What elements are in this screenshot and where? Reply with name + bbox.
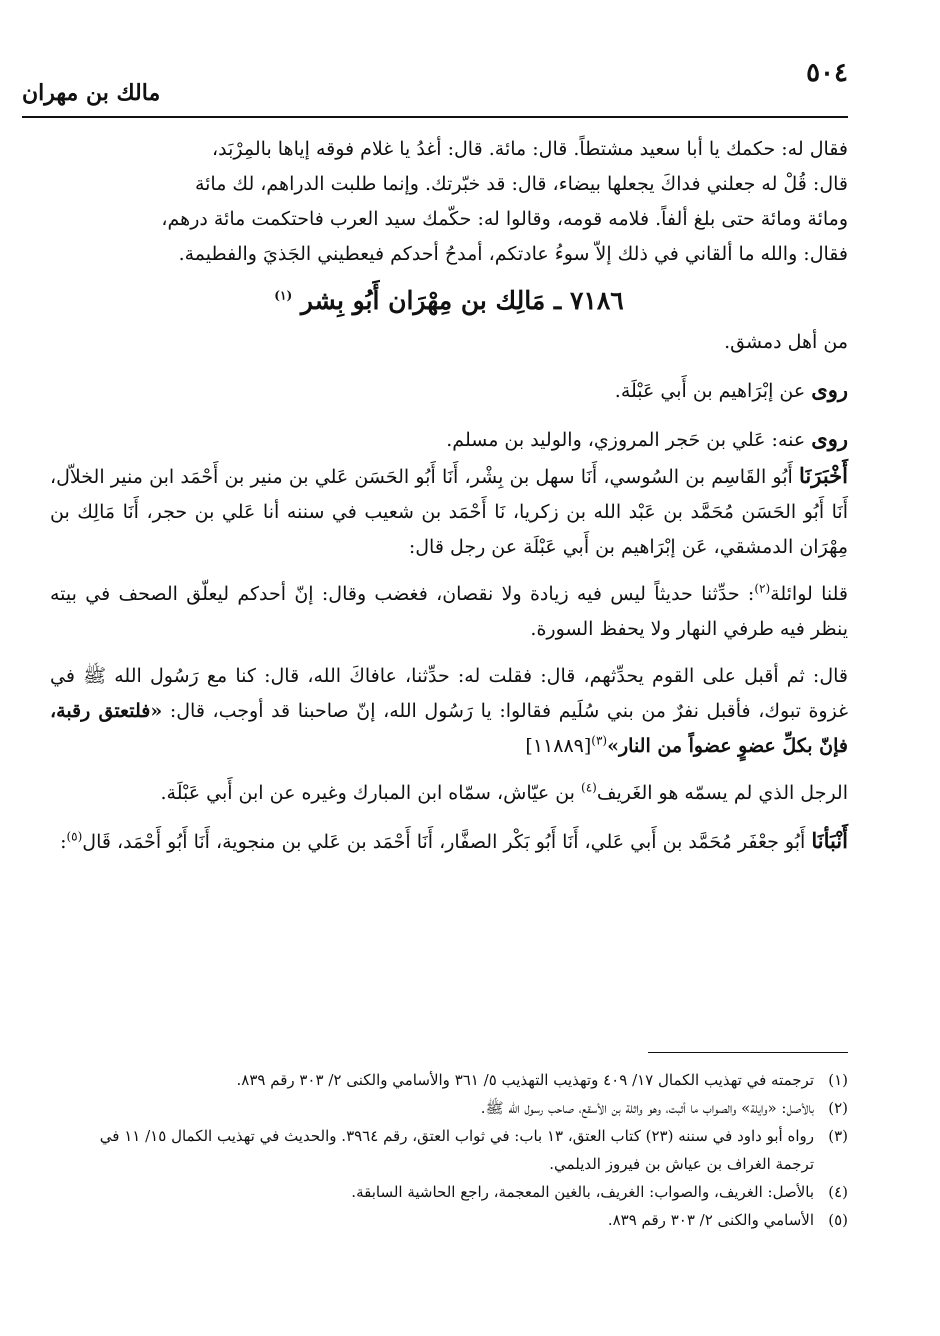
previous-entry-line: فقال: والله ما ألقاني في ذلك إلاّ سوءُ عادتكم، أمدحُ أحدكم فيعطيني الجَذيَ والفطيمة.: [178, 243, 848, 265]
footnote-marker: (٣): [591, 733, 608, 748]
isnad2-end: :: [60, 831, 67, 853]
footnote-separator: [648, 1052, 848, 1053]
narrated-by-label: روى: [811, 426, 848, 451]
isnad2-paragraph: [50, 823, 848, 860]
biography-title-text: ٧١٨٦ ـ مَالِك بن مِهْرَان أَبُو بِشر: [300, 286, 624, 315]
origin-line: من أهل دمشق.: [724, 331, 848, 353]
footnote: [60, 1094, 848, 1122]
previous-entry-line: فقال له: حكمك يا أبا سعيد مشتطاً. قال: مائة. قال: أغدُ يا غلام فوقه إياها بالمِرْبَد،: [212, 138, 848, 160]
running-title: مالك بن مهران: [22, 80, 161, 106]
hadith-reference-number: [١١٨٨٩]: [525, 735, 592, 757]
narrated-from-label: روى: [811, 377, 848, 402]
footnote-number: (٢): [828, 1099, 848, 1117]
commentary-paragraph: [50, 776, 848, 811]
footnote-text: الأسامي والكنى ٢/ ٣٠٣ رقم ٨٣٩.: [607, 1211, 814, 1229]
isnad-text: أَبُو القَاسِم بن السُوسي، أَنَا سهل بن بِشْر، أَنَا أَبُو الحَسَن عَلي بن منير بن أَحْمَد ابن منير الخلاّل، أَنَا أَبُو الحَسَن مُحَمَّد بن عَبْد الله بن زكريا، نَا أَحْمَد بن شعيب في سننه أنا عَلي بن حجر، أَنَا مَالِك بن مِهْرَان الدمشقي، عَن إبْرَاهيم بن أَبي عَبْلَة عن رجل قال:: [50, 466, 848, 558]
previous-entry-line: قال: قُلْ له جعلني فداكَ يجعلها بيضاء، قال: قد خبّرتك. وإنما طلبت الدراهم، لك مائة: [194, 173, 848, 195]
footnote-number: (٥): [828, 1211, 848, 1229]
commentary-text: بن عيّاش، سمّاه ابن المبارك وغيره عن ابن أَبي عَبْلَة.: [160, 782, 582, 804]
previous-entry-line: ومائة ومائة حتى بلغ ألفاً. فلامه قومه، وقالوا له: حكّمك سيد العرب فاحتكمت مائة درهم،: [161, 208, 848, 230]
footnote-marker: (٥): [66, 829, 83, 844]
isnad2-label: أَنْبَأنَا: [811, 828, 848, 853]
narrated-by-text: عنه: عَلي بن حَجر المروزي، والوليد بن مسلم.: [446, 429, 806, 451]
narrated-from-text: عن إبْرَاهيم بن أَبي عَبْلَة.: [614, 380, 806, 402]
footnote-marker: (١): [274, 288, 293, 303]
commentary-text: الرجل الذي لم يسمّه هو الغَريف: [596, 782, 848, 804]
page-number: ٥٠٤: [806, 58, 848, 88]
main-text: [50, 132, 848, 860]
footnote-number: (٣): [828, 1127, 848, 1145]
footnote-number: (١): [828, 1071, 848, 1089]
footnote-marker: (٢): [754, 581, 771, 596]
hadith-text: قلنا لوائلة: [770, 583, 848, 605]
isnad-label: أَخْبَرَنَا: [799, 463, 848, 488]
footnotes: [60, 1066, 848, 1234]
footnote: [60, 1122, 848, 1178]
hadith-text: : حدِّثنا حديثاً ليس فيه زيادة ولا نقصان، فغضب وقال: إنّ أحدكم ليعلّق الصحف في بيته ينظر فيه طرفي النهار ولا يحفظ السورة.: [50, 583, 848, 640]
footnote-marker: (٤): [581, 780, 597, 795]
footnote: [60, 1206, 848, 1234]
footnote-text: بالأصل: «وايلة» والصواب ما أثبت، وهو واثلة بن الأسقع، صاحب رسول الله ﷺ.: [480, 1099, 814, 1117]
footnote-number: (٤): [828, 1183, 848, 1201]
isnad2-text: أَبُو جعْفَر مُحَمَّد بن أَبي عَلي، أَنَا أَبُو بَكْر الصفَّار، أَنَا أَحْمَد بن عَلي بن منجوية، أَنَا أَبُو أَحْمَد، قَال: [82, 831, 806, 853]
narrated-by-line: [50, 421, 848, 458]
hadith2-text: قال: ثم أقبل على القوم يحدِّثهم، قال: فقلت له: حدِّثنا، عافاكَ الله، قال: كنا مع رَسُول الله ﷺ في غزوة تبوك، فأقبل نفرٌ من بني سُلَيم فقالوا: يا رَسُول الله، إنّ صاحبنا قد أوجب، قال:: [50, 665, 849, 722]
isnad-paragraph: [50, 458, 848, 565]
prophetic-quote: «فلتعتق رقبة، فإنّ بكلِّ عضوٍ عضواً من النار»: [50, 700, 848, 757]
footnote: [60, 1178, 848, 1206]
footnote-text: ترجمته في تهذيب الكمال ١٧/ ٤٠٩ وتهذيب التهذيب ٥/ ٣٦١ والأسامي والكنى ٢/ ٣٠٣ رقم ٨٣٩.: [236, 1071, 814, 1089]
footnote: [60, 1066, 848, 1094]
header-rule: [22, 116, 848, 118]
hadith-paragraph: [50, 577, 848, 647]
footnote-text: بالأصل: الغريف، والصواب: الغريف، بالغين المعجمة، راجع الحاشية السابقة.: [351, 1183, 814, 1201]
footnote-text: رواه أبو داود في سننه (٢٣) كتاب العتق، ١٣ باب: في ثواب العتق، رقم ٣٩٦٤. والحديث في تهذيب الكمال ١٥/ ١١ في ترجمة الغراف بن عياش بن فيروز الديلمي.: [99, 1127, 814, 1173]
hadith2-paragraph: [50, 659, 848, 764]
biography-title: [50, 286, 848, 315]
page-header: [22, 58, 848, 110]
narrated-from-line: [50, 372, 848, 409]
